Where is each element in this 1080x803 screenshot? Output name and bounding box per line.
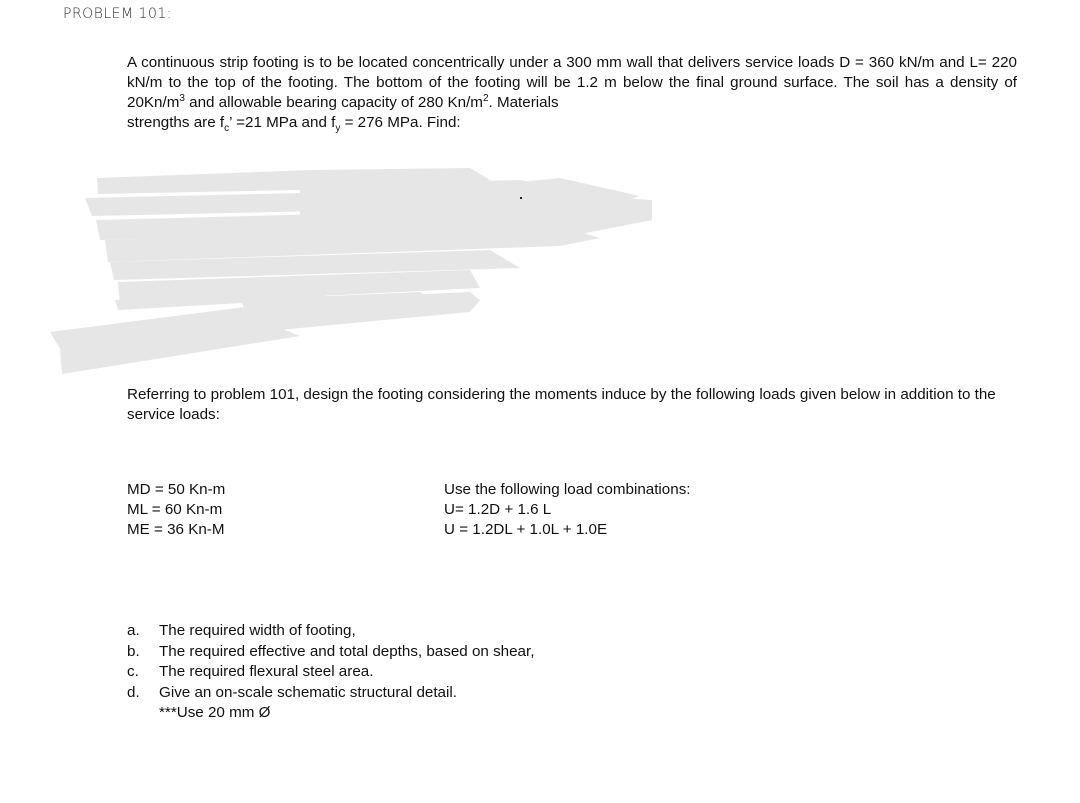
task-label: a. (127, 622, 140, 639)
stray-dot (520, 197, 522, 199)
combinations-title: Use the following load combinations: (444, 481, 691, 498)
task-text: The required flexural steel area. (159, 663, 374, 680)
task-label: c. (127, 663, 139, 680)
superscript-3: 3 (179, 92, 185, 104)
moment-loads-list (127, 480, 225, 540)
task-label: d. (127, 683, 140, 701)
task-item (127, 683, 534, 704)
combination-1: U= 1.2D + 1.6 L (444, 501, 552, 518)
task-item (127, 642, 534, 663)
bar-size-note: ***Use 20 mm Ø (159, 704, 271, 721)
task-label: b. (127, 642, 140, 660)
load-md: MD = 50 Kn-m (127, 481, 226, 498)
task-list (127, 621, 534, 724)
problem-header: PROBLEM 101: (63, 6, 172, 22)
problem-text-4: strengths are f (127, 114, 225, 131)
subscript-y: y (335, 123, 341, 135)
problem-text-2: and allowable bearing capacity of 280 Kn/m (184, 94, 483, 111)
task-item (127, 621, 534, 642)
problem-text-5: ’ =21 MPa and f (229, 114, 336, 131)
subscript-c: c (224, 123, 230, 135)
superscript-2: 2 (482, 92, 489, 104)
task-text: The required width of footing, (159, 622, 356, 639)
load-ml: ML = 60 Kn-m (127, 501, 223, 518)
problem-text-1: A continuous strip footing is to be located concentrically under a 300 mm wall that delivers service loads D = 360 kN/m and L= 220 kN/m to the top of the footing. The bottom of the footing will be 1.2 m below the final ground surface. The soil has a density of 20Kn/m (127, 54, 1017, 111)
redaction-strokes (50, 168, 652, 374)
task-text: Give an on-scale schematic structural detail. (159, 683, 457, 701)
problem-text-3: . Materials (488, 94, 559, 111)
load-combinations (444, 480, 691, 540)
problem-text-6: = 276 MPa. Find: (340, 114, 461, 131)
combination-2: U = 1.2DL + 1.0L + 1.0E (444, 521, 608, 538)
task-item (127, 662, 534, 683)
task-text: The required effective and total depths, based on shear, (159, 642, 535, 660)
design-intro: Referring to problem 101, design the footing considering the moments induce by the following loads given below in addition to the service loads: (127, 386, 996, 423)
load-me: ME = 36 Kn-M (127, 521, 225, 538)
